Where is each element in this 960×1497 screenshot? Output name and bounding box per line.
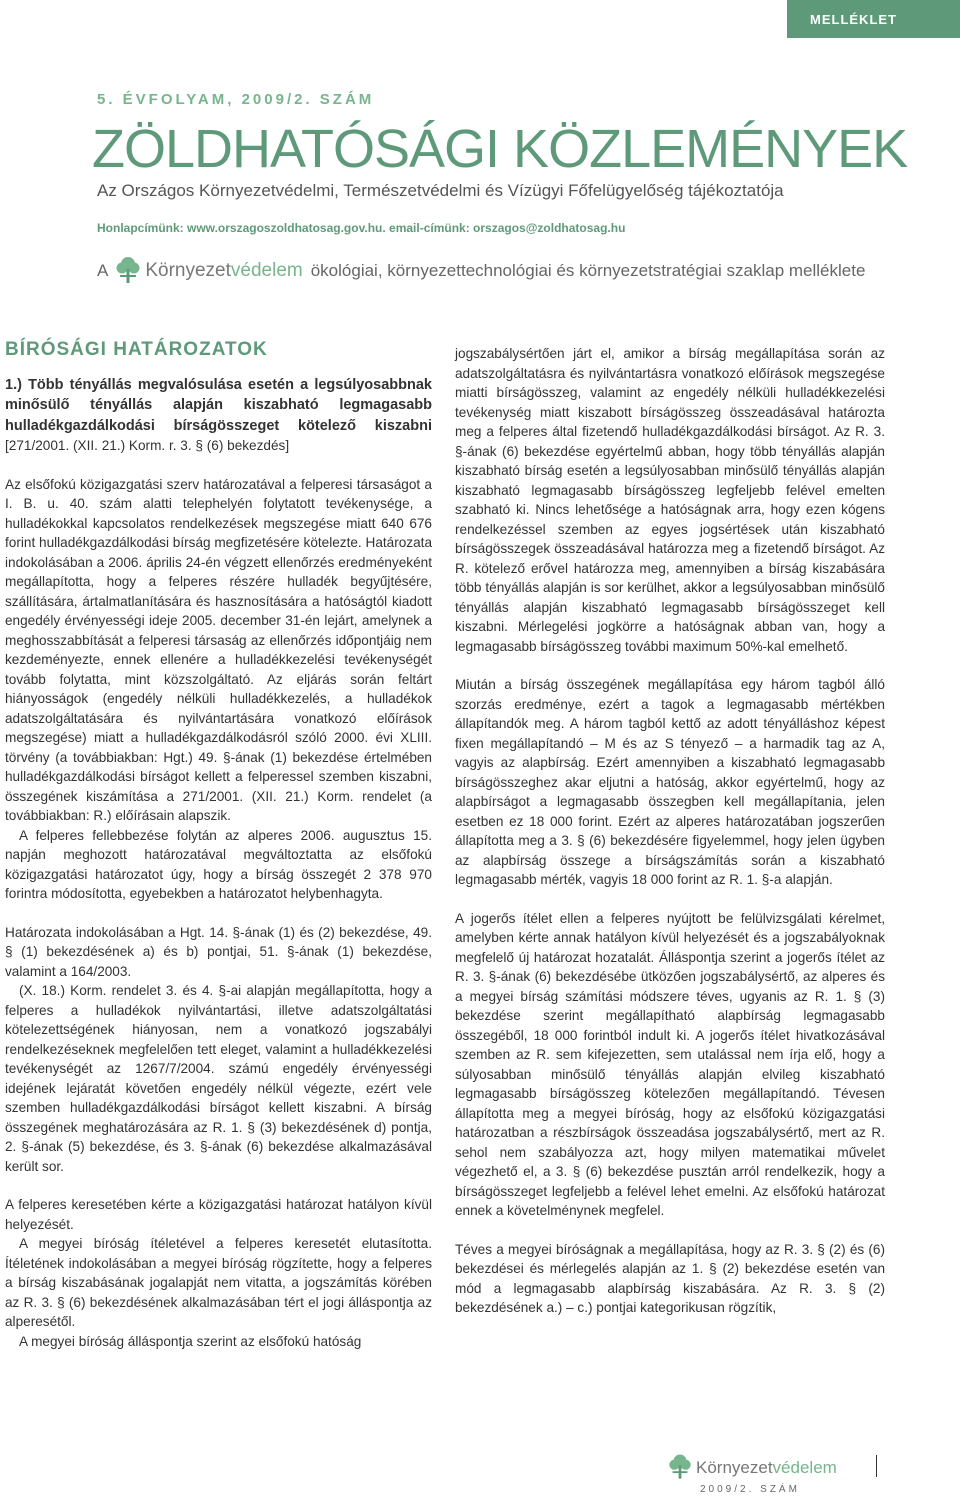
edition-label: 5. ÉVFOLYAM, 2009/2. SZÁM xyxy=(97,91,375,108)
supplement-line xyxy=(97,255,865,287)
tree-logo-icon xyxy=(667,1451,693,1484)
brand-name: Környezetvédelem xyxy=(145,260,303,281)
supplement-tab-label: MELLÉKLET xyxy=(810,11,897,27)
paragraph: jogszabálysértően járt el, amikor a bírság megállapítása során az adatszolgáltatásra és nyilvántartásra vonatkozó előírások megszegése miatti bírságösszeg, valamint az engedély nélküli hulladékkezelési tevékenység miatt kiszabott bírságösszeg összeadásával határozta meg a felperes által fizetendő hulladékgazdálkodási bírságot. Az R. 3. §-ának (6) bekezdése egyértelmű abban, hogy több tényállás alapján kiszabható bírság esetén a legsúlyosabban minősülő tényállás alapján kiszabható legmagasabb bírságösszeg legfeljebb felével emelten szabható ki. Nincs lehetősége a hatóságnak arra, hogy ezen kógens rendelkezéssel szemben az egyes jogsértések után kiszabható bírságösszegek összeadásával határozza meg a fizetendő bírságot. Az R. kötelező erővel határozza meg, amennyiben a bírság kiszabására több tényállás alapján is sor kerülhet, akkor a legsúlyosabban minősülő tényállás alapján kiszabható legmagasabb bírságösszeget kell kiszabni. Mérlegelési jogkörre a hatóságnak abban van, hogy a legmagasabb bírságösszeg további maximum 50%-kal emelhető. xyxy=(455,346,885,654)
paragraph: Az elsőfokú közigazgatási szerv határozatával a felperesi társaságot a I. B. u. 40. szám alatti telephelyén folytatott tevékenysége, a hulladékokkal kapcsolatos rendelkezések megszegése miatt 640 676 forint hulladékgazdálkodási bírság megfizetésére kötelezte. Határozata indokolásában a 2006. április 24-én végzett ellenőrzés eredményeként megállapította, hogy a felperes részére hulladék begyűjtésére, szállítására, ártalmatlanítására és hasznosítására a hatóságtól kiadott engedély érvényességi ideje 2005. december 31-én lejárt, amelynek a meghosszabbítását a felperesi társaság az ellenőrzés időpontjáig nem kezdeményezte, ennek ellenére a hulladékkezelési tevékenységét tovább folytatta, mint közszolgáltató. Az eljárás során feltárt hiányosságok (engedély nélküli hulladékkezelés, a hulladékok adatszolgáltatására és nyilvántartására vonatkozó előírások megszegése) miatt a hulladékgazdálkodásról szóló 2000. évi XLIII. törvény (a továbbiakban: Hgt.) 49. §-ának (1) bekezdése értelmében hulladékgazdálkodási bírságot kellett a felperessel szemben kiszabni, összegének kiszámítása a 271/2001. (XII. 21.) Korm. rendelet (a továbbiakban: R.) előírásain alapszik. xyxy=(5,476,432,823)
paragraph: (X. 18.) Korm. rendelet 3. és 4. §-ai alapján megállapította, hogy a felperes a hulladékok nyilvántartási, illetve adatszolgáltatási kötelezettségének hiányosan, nem a vonatkozó jogszabályi rendelkezéseknek megfelelően tett eleget, valamint a hulladékkezelési tevékenységét az 1267/7/2004. számú engedély érvényességi idejének lejáratát követően engedély nélkül végezte, ezért vele szemben hulladékgazdálkodási bírságot kellett kiszabni. A bírság összegének meghatározására az R. 1. § (3) bekezdésének d) pontja, 2. §-ának (5) bekezdése, és 3. §-ának (6) bekezdése alkalmazásával került sor. xyxy=(5,983,432,1174)
paragraph: A jogerős ítélet ellen a felperes nyújtott be felülvizsgálati kérelmet, amelyben kérte annak hatályon kívül helyezését és a jogszabályoknak megfelelő új határozat hozatalát. Álláspontja szerint a jogerős ítélet az R. 3. §-ának (6) bekezdésébe ütközően jogszabálysértő, az alperes és a megyei bírság számítási módszere téves, ugyanis az R. 1. § (3) bekezdése szerint megállapítható alapbírság legmagasabb összegéből, 18 000 forintból indult ki. A jogerős ítélet hivatkozásával szemben az R. sem kifejezetten, sem utalással nem írja elő, hogy a súlyosabban minősülő tényállás alapján elvileg kiszabható legmagasabb bírságösszeg kötelezően megállapítandó. Tévesen állapította meg a megyei bíróság, hogy az elsőfokú közigazgatási határozatban a részbírságok összeadása jogszabálysértő, mert az R. sehol nem szabályozza azt, hogy milyen matematikai művelet végezhető el, a 3. § (6) bekezdése pusztán arról rendelkezik, hogy a bírságösszeget legfeljebb a felével lehet emelni. Az elsőfokú határozat ennek a követelménynek megfelel. xyxy=(455,910,885,1218)
tree-logo-icon xyxy=(114,256,142,286)
page-subtitle: Az Országos Környezetvédelmi, Természetvédelmi és Vízügyi Főfelügyelőség tájékoztatója xyxy=(97,181,784,200)
paragraph: A megyei bíróság álláspontja szerint az elsőfokú hatóság xyxy=(19,1333,362,1349)
case-heading xyxy=(5,375,432,456)
supplement-prefix: A xyxy=(97,261,109,280)
supplement-tab xyxy=(787,0,960,38)
paragraph: Téves a megyei bíróságnak a megállapítása, hogy az R. 3. § (2) és (6) bekezdései és mérlegelés alapján az 1. § (2) bekezdése esetén van mód a legmagasabb alapbírság kiszabására. Az R. 3. § (2) bekezdésének a.) – c.) pontjai kategorikusan rögzítik, xyxy=(455,1241,885,1315)
section-title: BÍRÓSÁGI HATÁROZATOK xyxy=(5,339,268,360)
page-number-mark xyxy=(876,1455,877,1477)
paragraph: Határozata indokolásában a Hgt. 14. §-ának (1) és (2) bekezdése, 49. § (1) bekezdésének a) és b) pontjai, 51. §-ának (1) bekezdése, valamint a 164/2003. xyxy=(5,924,432,979)
case-heading-reference: [271/2001. (XII. 21.) Korm. r. 3. § (6) bekezdés] xyxy=(5,438,290,453)
right-column xyxy=(455,344,885,1318)
paragraph: A megyei bíróság ítéletével a felperes keresetét elutasította. Ítéletének indokolásában a megyei bíróság rögzítette, hogy a felperes a bírság kiszabásának jogalapját nem vitatta, a jogszámítás körében az R. 3. § (6) bekezdésének alkalmazásában tért el jogi álláspontja az alperesétől. xyxy=(5,1236,432,1329)
supplement-description: ökológiai, környezettechnológiai és környezetstratégiai szaklap melléklete xyxy=(310,261,866,280)
paragraph: A felperes fellebbezése folytán az alperes 2006. augusztus 15. napján meghozott határozatával megváltoztatta az elsőfokú közigazgatási határozatot úgy, hogy a bírság összegét 2 378 970 forintra módosította, egyebekben a határozatot helybenhagyta. xyxy=(5,827,432,901)
footer-issue: 2009/2. SZÁM xyxy=(700,1484,800,1495)
left-column xyxy=(5,340,432,1351)
footer-brand-name: Környezetvédelem xyxy=(696,1457,837,1477)
paragraph: Miután a bírság összegének megállapítása egy három tagból álló szorzás eredménye, ezért a tagok a legmagasabb mértékben állapítandók meg. A három tagból kettő az adott tényálláshoz képest fixen megállapítandó – M és az S tényező – a harmadik tag az A, vagyis az alapbírság. Ezért amennyiben a kiszabható legmagasabb bírságösszeghez akar eljutni a hatóság, akkor egyértelmű, hogy az alapbírságot a legmagasabb összegben kell megállapítania, jelen esetben ez 18 000 forint. Ezért az alperes határozatában jogszerűen állapította meg a 3. § (6) bekezdésére figyelemmel, hogy jelen ügyben az alapbírság összege a bírságszámítás során a kiszabható legmagasabb mérték, vagyis 18 000 forint az R. 1. §-a alapján. xyxy=(455,677,885,887)
contact-line: Honlapcímünk: www.orszagoszoldhatosag.gov.hu. email-címünk: orszagos@zoldhatosag.hu xyxy=(97,221,626,235)
paragraph: A felperes keresetében kérte a közigazgatási határozat hatályon kívül helyezését. xyxy=(5,1197,432,1232)
footer-logo xyxy=(667,1451,837,1484)
case-heading-bold: 1.) Több tényállás megvalósulása esetén a legsúlyosabbnak minősülő tényállás alapján kiszabható legmagasabb hulladékgazdálkodási bírságösszeget kötelező kiszabni xyxy=(5,376,432,434)
page-title: ZÖLDHATÓSÁGI KÖZLEMÉNYEK xyxy=(92,119,908,179)
